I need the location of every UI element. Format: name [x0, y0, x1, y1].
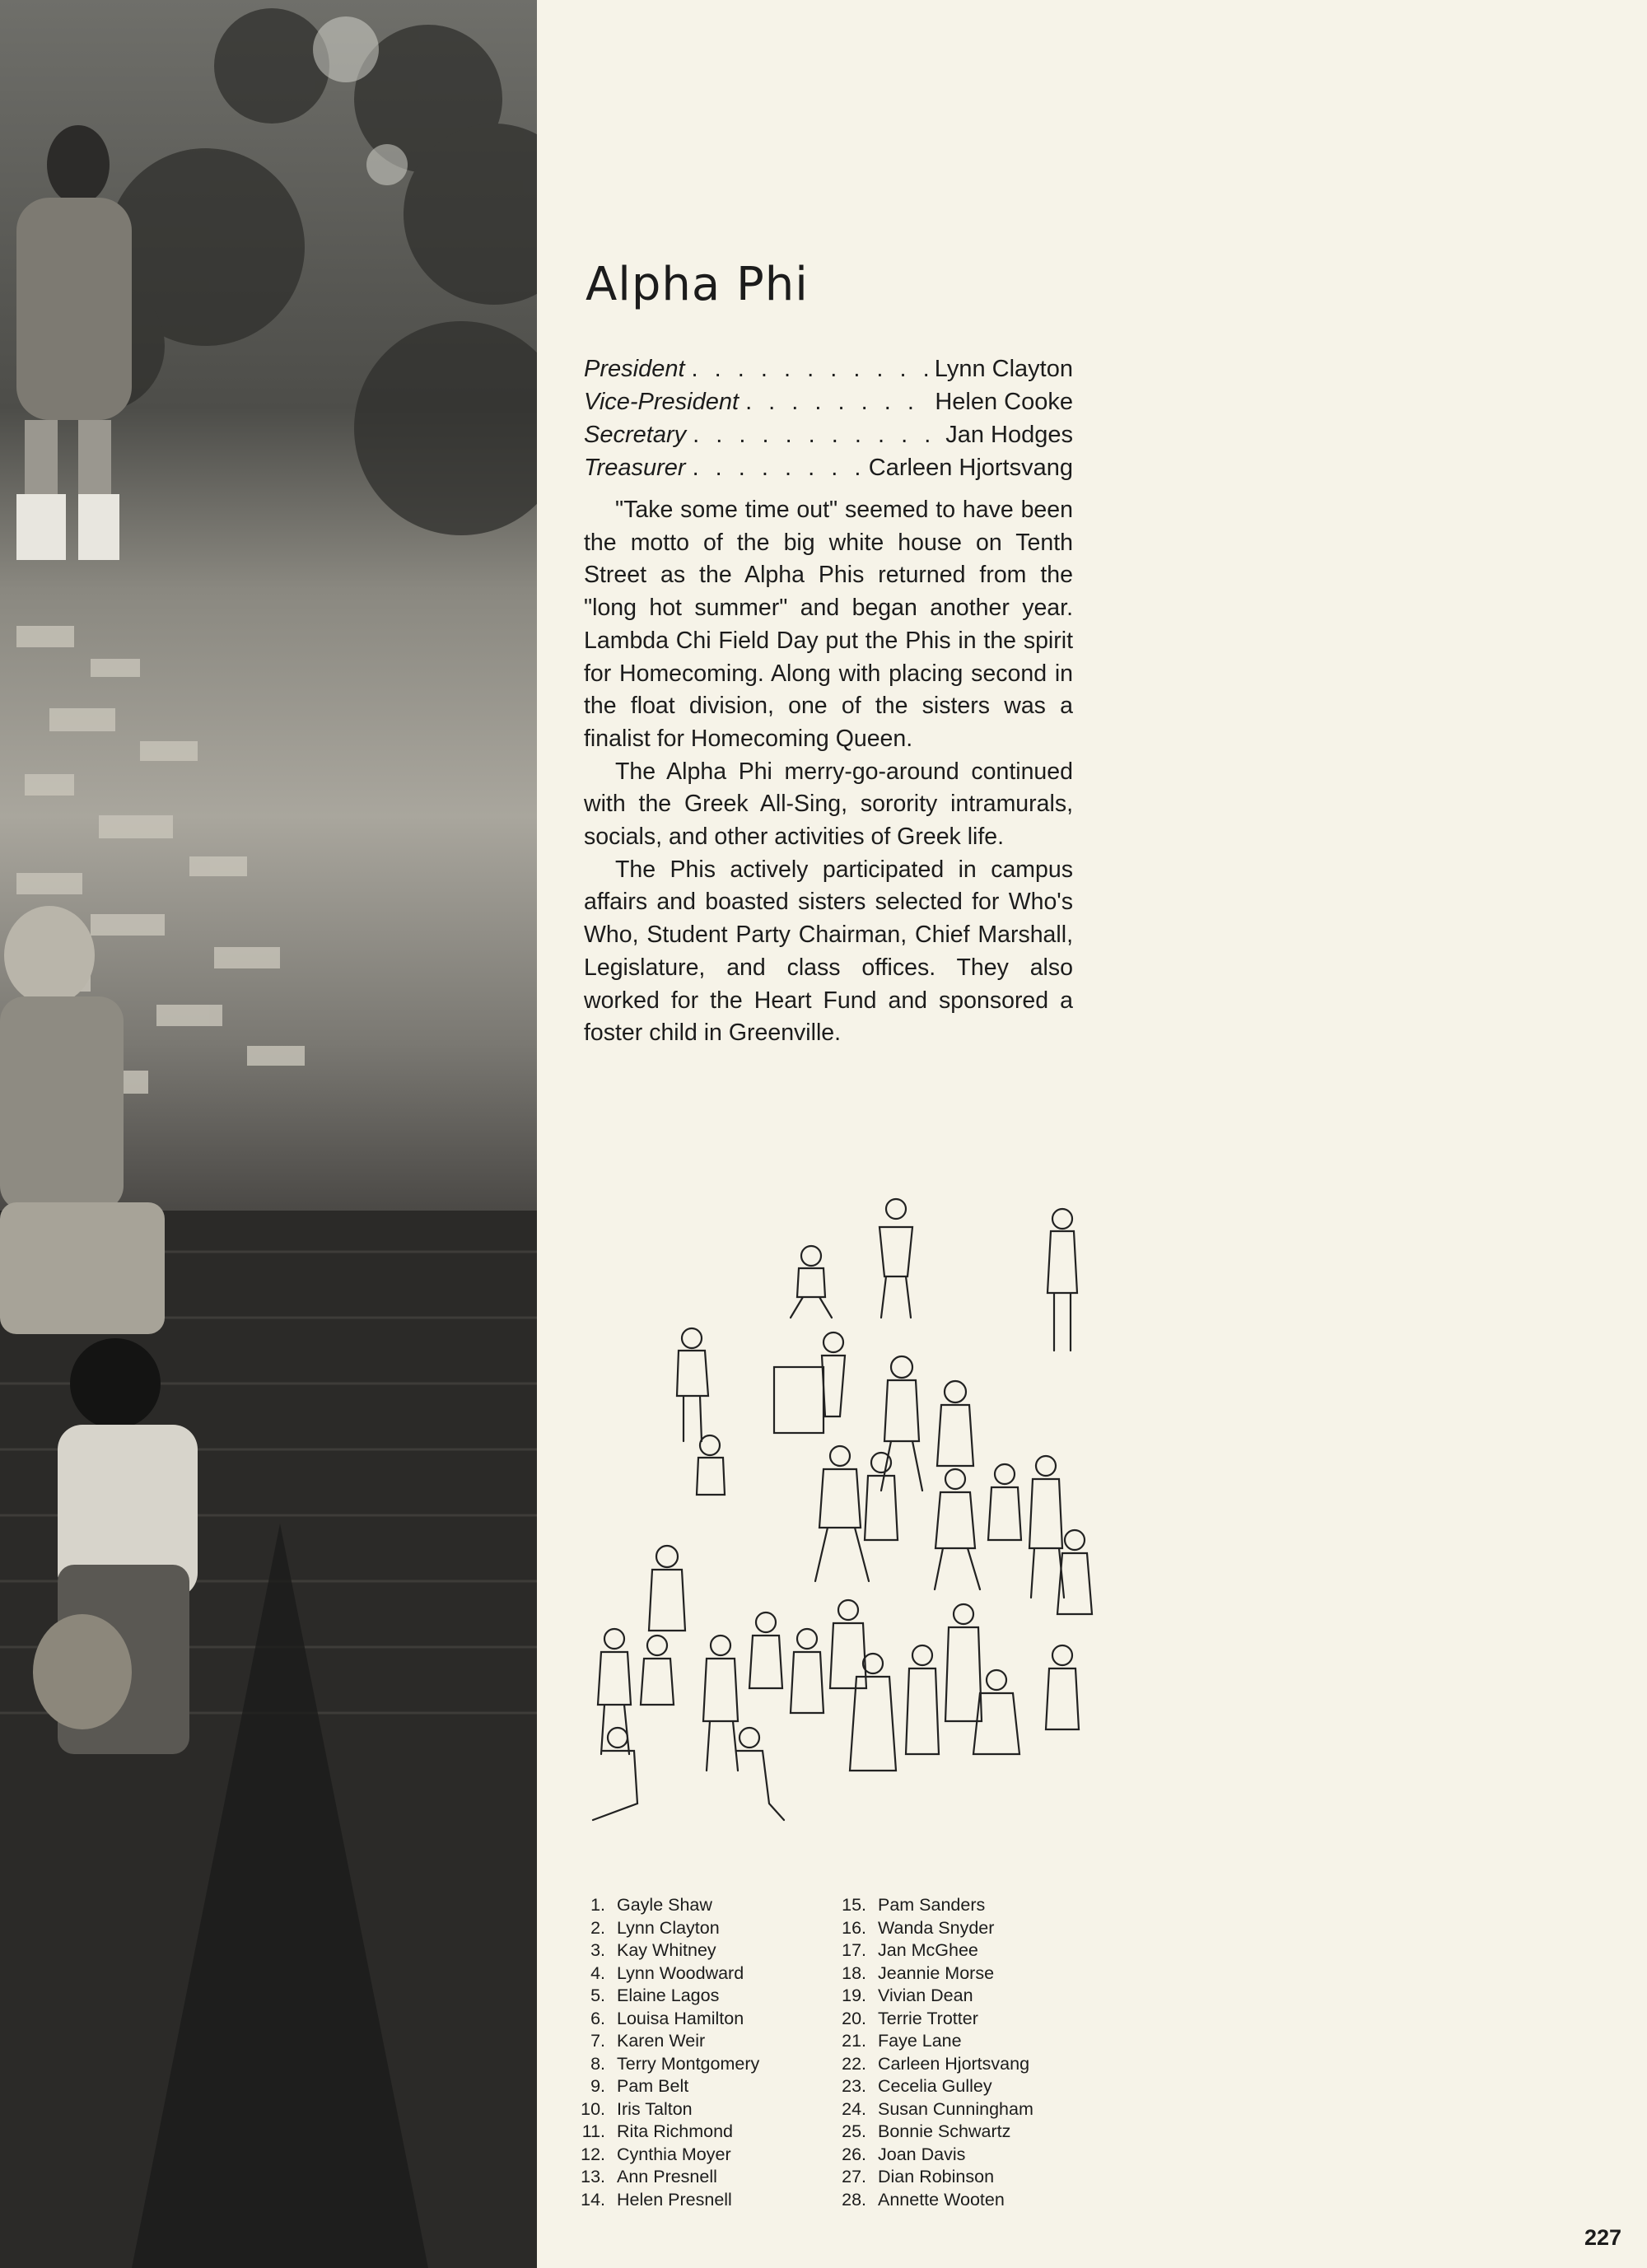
member-name: Dian Robinson: [878, 2167, 995, 2186]
sketch-figure: [641, 1636, 674, 1705]
officer-name: Helen Cooke: [935, 389, 1073, 415]
officer-row: [584, 352, 1073, 385]
officer-role: Vice-President: [584, 389, 740, 415]
list-item: [824, 2189, 1033, 2212]
member-number: 27.: [842, 2167, 866, 2186]
member-name: Terry Montgomery: [617, 2053, 760, 2074]
leader-dots: [693, 451, 862, 484]
member-name: Helen Presnell: [617, 2189, 732, 2210]
sketch-figure: [815, 1446, 869, 1581]
member-list-column-1: [562, 1894, 759, 2211]
list-item: [824, 2121, 1033, 2144]
member-name: Louisa Hamilton: [617, 2008, 744, 2028]
member-name: Terrie Trotter: [878, 2008, 978, 2028]
sketch-figure: [1046, 1645, 1079, 1729]
list-item: [824, 2144, 1033, 2167]
sketch-figure: [850, 1654, 896, 1771]
member-number: 19.: [842, 1986, 866, 2005]
member-number: 1.: [590, 1895, 605, 1915]
officer-name: Jan Hodges: [945, 422, 1073, 448]
member-number: 4.: [590, 1962, 605, 1983]
member-number: 24.: [842, 2098, 866, 2119]
officers-list: [584, 352, 1073, 484]
member-number: 16.: [842, 1917, 866, 1938]
member-name: Karen Weir: [617, 2031, 706, 2051]
list-item: [824, 1939, 1033, 1962]
sketch-figure: [697, 1435, 725, 1495]
member-name: Cynthia Moyer: [617, 2144, 731, 2164]
member-name: Rita Richmond: [617, 2121, 733, 2141]
leader-dots: [745, 385, 928, 418]
sketch-figure: [774, 1332, 845, 1433]
leader-dots: [693, 418, 939, 451]
list-item: [562, 1985, 759, 2008]
list-item: [562, 2144, 759, 2167]
member-number: 28.: [842, 2189, 866, 2210]
member-number: 6.: [590, 2008, 605, 2028]
member-number: 23.: [842, 2076, 866, 2096]
officer-role: Treasurer: [584, 455, 686, 481]
list-item: [562, 2053, 759, 2076]
list-item: [824, 1894, 1033, 1917]
member-name: Elaine Lagos: [617, 1986, 720, 2005]
sketch-figure: [945, 1604, 982, 1721]
list-item: [562, 2189, 759, 2212]
member-number: 8.: [590, 2053, 605, 2074]
officer-role: President: [584, 356, 685, 382]
list-item: [562, 2098, 759, 2121]
identification-sketch: [568, 1194, 1128, 1836]
sketch-figure: [879, 1199, 912, 1318]
member-number: 10.: [581, 2098, 605, 2119]
member-name: Ann Presnell: [617, 2167, 717, 2186]
list-item: [562, 1962, 759, 1986]
list-item: [824, 2030, 1033, 2053]
member-name: Cecelia Gulley: [878, 2076, 992, 2096]
paragraph: The Phis actively participated in campus affairs and boasted sisters selected for Who's Who, Student Party Chairman, Chief Marshall, Legislature, and class offices. They also worked for the Heart Fund and sponsored a foster child in Greenville.: [584, 856, 1073, 1047]
list-item: [824, 2053, 1033, 2076]
list-item: [562, 1917, 759, 1940]
sketch-figure: [988, 1464, 1021, 1540]
sketch-figure: [749, 1612, 782, 1688]
member-list-column-2: [824, 1894, 1033, 2211]
page-number: 227: [1584, 2225, 1622, 2250]
member-number: 15.: [842, 1895, 866, 1915]
list-item: [824, 1985, 1033, 2008]
member-number: 11.: [581, 2121, 605, 2141]
member-number: 13.: [581, 2167, 605, 2186]
member-name: Lynn Woodward: [617, 1962, 744, 1983]
sketch-figure: [935, 1469, 980, 1589]
member-name: Gayle Shaw: [617, 1895, 712, 1915]
member-name: Susan Cunningham: [878, 2098, 1033, 2119]
officer-role: Secretary: [584, 422, 687, 448]
officer-row: [584, 451, 1073, 484]
member-number: 9.: [590, 2076, 605, 2096]
member-number: 26.: [842, 2144, 866, 2164]
sketch-figure: [1047, 1209, 1077, 1351]
member-name: Iris Talton: [617, 2098, 693, 2119]
member-name: Pam Belt: [617, 2076, 689, 2096]
list-item: [562, 2075, 759, 2098]
sketch-figure: [598, 1629, 631, 1754]
member-number: 3.: [590, 1940, 605, 1960]
member-name: Joan Davis: [878, 2144, 966, 2164]
sketch-figure: [703, 1636, 738, 1771]
sketch-figure: [736, 1728, 784, 1820]
member-name: Vivian Dean: [878, 1986, 973, 2005]
list-item: [562, 1894, 759, 1917]
sketch-figure: [791, 1246, 832, 1318]
officer-name: Carleen Hjortsvang: [868, 455, 1073, 481]
page-title: Alpha Phi: [586, 258, 809, 311]
member-number: 7.: [590, 2031, 605, 2051]
photo-illustration: [0, 0, 537, 2268]
list-item: [562, 2166, 759, 2189]
member-name: Bonnie Schwartz: [878, 2121, 1011, 2141]
article-body: [584, 494, 1073, 1050]
member-name: Faye Lane: [878, 2031, 962, 2051]
group-photograph: [0, 0, 537, 2268]
member-number: 20.: [842, 2008, 866, 2028]
officer-name: Lynn Clayton: [934, 356, 1073, 382]
officer-row: [584, 385, 1073, 418]
sketch-figure: [649, 1546, 685, 1631]
member-number: 17.: [842, 1940, 866, 1960]
sketch-figure: [937, 1381, 973, 1466]
list-item: [824, 1962, 1033, 1986]
list-item: [562, 1939, 759, 1962]
list-item: [824, 2166, 1033, 2189]
member-number: 14.: [581, 2189, 605, 2210]
list-item: [824, 1917, 1033, 1940]
officer-row: [584, 418, 1073, 451]
member-number: 18.: [842, 1962, 866, 1983]
sketch-figure: [677, 1328, 708, 1441]
member-number: 25.: [842, 2121, 866, 2141]
member-name: Carleen Hjortsvang: [878, 2053, 1030, 2074]
list-item: [562, 2030, 759, 2053]
paragraph: "Take some time out" seemed to have been the motto of the big white house on Tenth Street as the Alpha Phis returned from the "long hot summer" and began another year. Lambda Chi Field Day put the Phis in the spirit for Homecoming. Along with placing second in the float division, one of the sisters was a finalist for Homecoming Queen.: [584, 497, 1073, 752]
member-name: Kay Whitney: [617, 1940, 716, 1960]
list-item: [824, 2098, 1033, 2121]
sketch-figure: [906, 1645, 939, 1754]
list-item: [824, 2075, 1033, 2098]
member-name: Jan McGhee: [878, 1940, 978, 1960]
member-name: Jeannie Morse: [878, 1962, 995, 1983]
member-number: 2.: [590, 1917, 605, 1938]
member-name: Wanda Snyder: [878, 1917, 995, 1938]
member-number: 12.: [581, 2144, 605, 2164]
member-number: 22.: [842, 2053, 866, 2074]
member-number: 21.: [842, 2031, 866, 2051]
member-number: 5.: [590, 1986, 605, 2005]
paragraph: The Alpha Phi merry-go-around continued with the Greek All-Sing, sorority intramurals, socials, and other activities of Greek life.: [584, 758, 1073, 851]
sketch-figure: [593, 1728, 637, 1820]
list-item: [824, 2008, 1033, 2031]
member-name: Pam Sanders: [878, 1895, 986, 1915]
member-name: Annette Wooten: [878, 2189, 1005, 2210]
sketch-figure: [830, 1600, 866, 1688]
sketch-figure: [1029, 1456, 1064, 1598]
list-item: [562, 2008, 759, 2031]
sketch-figure: [865, 1453, 898, 1540]
list-item: [562, 2121, 759, 2144]
sketch-figure: [791, 1629, 824, 1713]
leader-dots: [692, 352, 928, 385]
member-name: Lynn Clayton: [617, 1917, 720, 1938]
